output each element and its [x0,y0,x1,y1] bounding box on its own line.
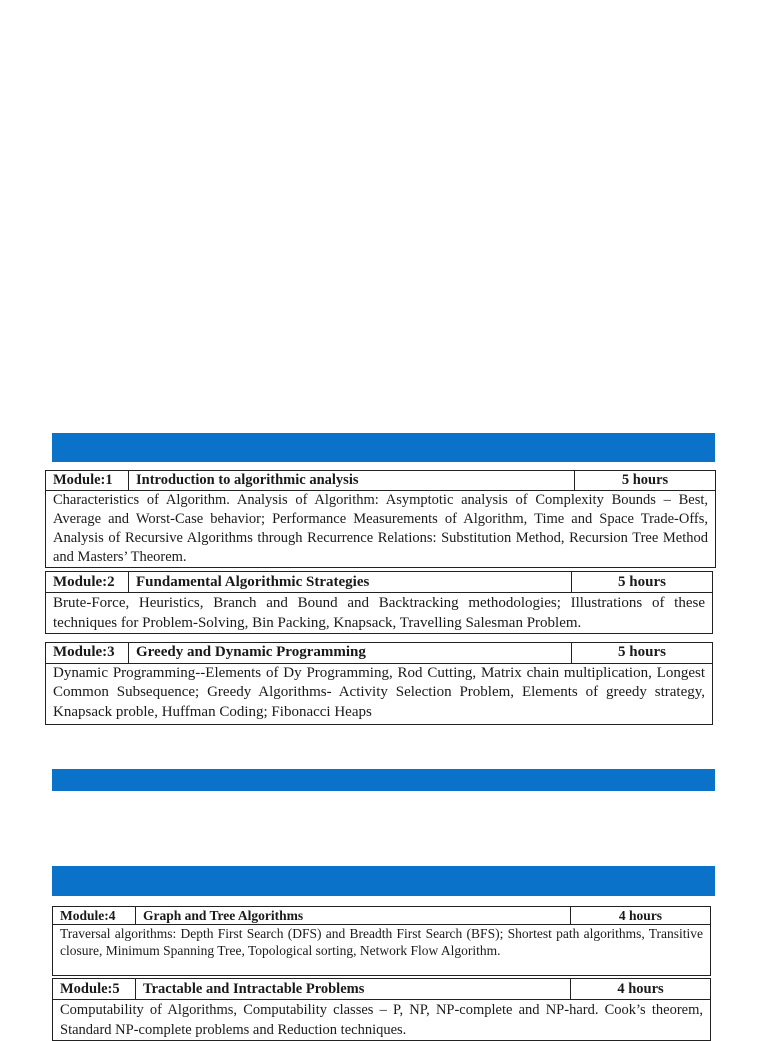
module-header [46,471,716,491]
module-header [53,979,711,1000]
module-hours: 4 hours [571,907,711,925]
module-number: Module:4 [53,907,136,925]
module-hours: 5 hours [575,471,716,491]
module-title: Fundamental Algorithmic Strategies [129,572,572,593]
module-3-table [45,642,713,725]
module-header [46,643,713,664]
module-description: Computability of Algorithms, Computability classes – P, NP, NP-complete and NP-hard. Cook’s theorem, Standard NP-complete problems and Reduction techniques. [53,1000,711,1041]
blue-banner-1 [52,433,715,462]
module-title: Greedy and Dynamic Programming [129,643,572,664]
module-1-table [45,470,716,568]
module-description: Characteristics of Algorithm. Analysis of Algorithm: Asymptotic analysis of Complexity Bounds – Best, Average and Worst-Case behavior; Performance Measurements of Algorithm, Time and Space Trade-Offs, Analysis of Recursive Algorithms through Recurrence Relations: Substitution Method, Recursion Tree Method and Masters’ Theorem. [46,491,716,568]
module-5-table [52,978,711,1041]
module-hours: 4 hours [571,979,711,1000]
module-title: Introduction to algorithmic analysis [129,471,575,491]
blue-banner-3 [52,866,715,896]
module-number: Module:3 [46,643,129,664]
module-title: Tractable and Intractable Problems [136,979,571,1000]
module-description: Dynamic Programming--Elements of Dy Programming, Rod Cutting, Matrix chain multiplication, Longest Common Subsequence; Greedy Algorithms- Activity Selection Problem, Elements of greedy strategy, Knapsack proble, Huffman Coding; Fibonacci Heaps [46,663,713,724]
module-number: Module:1 [46,471,129,491]
module-hours: 5 hours [572,643,713,664]
module-header [46,572,713,593]
module-hours: 5 hours [572,572,713,593]
module-4-table [52,906,711,976]
module-description: Brute-Force, Heuristics, Branch and Bound and Backtracking methodologies; Illustrations of these techniques for Problem-Solving, Bin Packing, Knapsack, Travelling Salesman Problem. [46,593,713,634]
page-gap [40,727,720,767]
module-2-table [45,571,713,634]
blue-banner-2 [52,769,715,791]
module-number: Module:2 [46,572,129,593]
module-header [53,907,711,925]
module-description: Traversal algorithms: Depth First Search (DFS) and Breadth First Search (BFS); Shortest path algorithms, Transitive closure, Minimum Spanning Tree, Topological sorting, Network Flow Algorithm. [53,925,711,976]
module-number: Module:5 [53,979,136,1000]
module-title: Graph and Tree Algorithms [136,907,571,925]
